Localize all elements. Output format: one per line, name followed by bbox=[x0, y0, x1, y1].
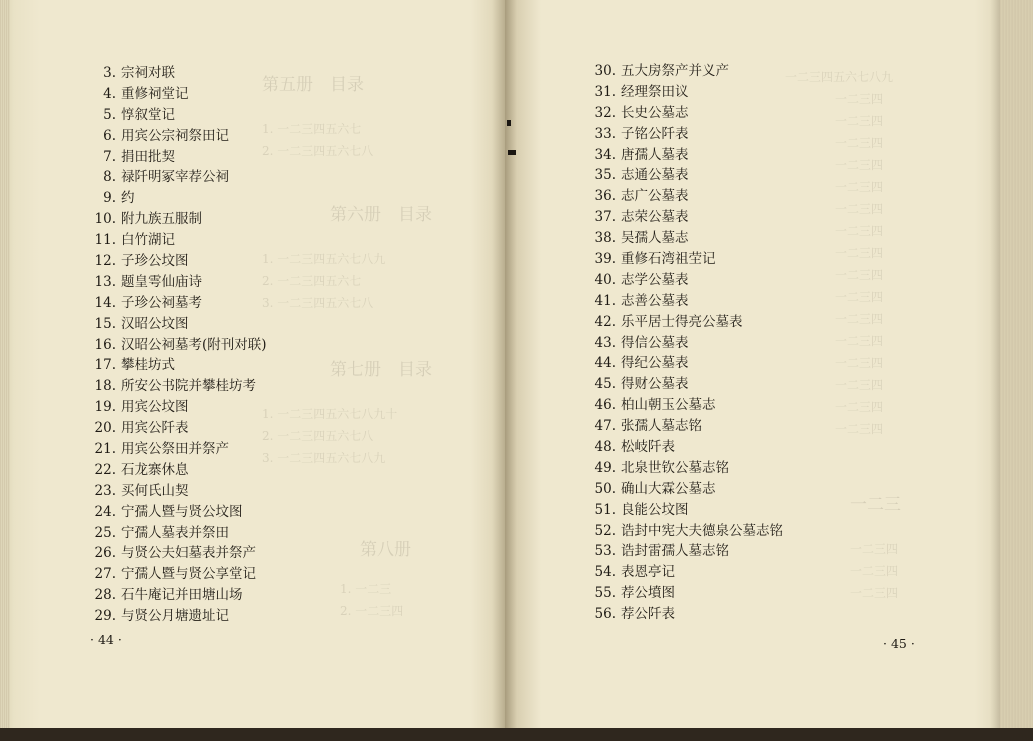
show-through-text: 一二三四 bbox=[835, 136, 884, 150]
entry-number: 46. bbox=[594, 397, 616, 414]
entry-title: 松岐阡表 bbox=[621, 439, 675, 456]
entry-number: 45. bbox=[594, 376, 616, 393]
list-item bbox=[575, 583, 783, 604]
list-item bbox=[80, 502, 267, 523]
entry-number: 8. bbox=[103, 169, 116, 186]
background-strip bbox=[0, 728, 1033, 741]
entry-number: 3. bbox=[103, 65, 116, 81]
list-item bbox=[80, 147, 267, 168]
entry-number: 53. bbox=[594, 543, 616, 560]
show-through-text: 第六册 目录 bbox=[330, 205, 432, 225]
entry-title: 北泉世钦公墓志铭 bbox=[621, 459, 729, 476]
entry-number: 48. bbox=[594, 439, 616, 456]
list-item bbox=[80, 105, 267, 126]
show-through-text: 一二三四 bbox=[835, 422, 884, 436]
entry-title: 得信公墓表 bbox=[621, 334, 689, 351]
entry-number: 15. bbox=[94, 315, 116, 332]
list-item bbox=[80, 272, 267, 293]
entry-title: 用宾公祭田并祭产 bbox=[121, 441, 229, 458]
list-item bbox=[80, 418, 267, 439]
entry-number: 9. bbox=[103, 190, 116, 207]
entry-title: 吴孺人墓志 bbox=[621, 230, 689, 247]
entry-title: 志广公墓表 bbox=[621, 188, 689, 205]
entry-number: 38. bbox=[594, 230, 616, 247]
entry-title: 志善公墓表 bbox=[621, 292, 689, 309]
list-item bbox=[80, 335, 267, 356]
show-through-text: 1. 一二三 bbox=[340, 582, 392, 596]
entry-number: 22. bbox=[94, 461, 116, 478]
page-number-left: · 44 · bbox=[90, 632, 122, 647]
list-item bbox=[575, 61, 783, 82]
list-item bbox=[575, 291, 783, 312]
entry-number: 5. bbox=[103, 106, 116, 123]
list-item bbox=[80, 63, 267, 84]
list-item bbox=[80, 460, 267, 481]
right-contents-list bbox=[575, 61, 783, 625]
entry-number: 39. bbox=[594, 251, 616, 268]
entry-title: 重修石湾祖茔记 bbox=[621, 251, 716, 268]
show-through-text: 2. 一二三四 bbox=[340, 604, 404, 618]
list-item bbox=[80, 167, 267, 188]
entry-number: 18. bbox=[94, 378, 116, 395]
entry-title: 确山大霖公墓志 bbox=[621, 480, 716, 497]
left-contents-list bbox=[80, 63, 267, 627]
entry-number: 42. bbox=[594, 313, 616, 330]
entry-number: 56. bbox=[594, 606, 616, 623]
list-item bbox=[80, 230, 267, 251]
entry-title: 惇叙堂记 bbox=[121, 106, 175, 123]
list-item bbox=[575, 541, 783, 562]
list-item bbox=[80, 397, 267, 418]
entry-title: 汉昭公坟图 bbox=[121, 315, 189, 332]
list-item bbox=[575, 165, 783, 186]
list-item bbox=[575, 521, 783, 542]
entry-title: 唐孺人墓表 bbox=[621, 146, 689, 163]
entry-number: 16. bbox=[94, 336, 116, 353]
entry-title: 子铭公阡表 bbox=[621, 125, 689, 142]
list-item bbox=[80, 585, 267, 606]
entry-number: 31. bbox=[594, 83, 616, 100]
entry-title: 长史公墓志 bbox=[621, 104, 689, 121]
show-through-text: 2. 一二三四五六七八 bbox=[262, 144, 374, 158]
show-through-text: 1. 一二三四五六七八九 bbox=[262, 252, 386, 266]
list-item bbox=[575, 82, 783, 103]
list-item bbox=[575, 145, 783, 166]
list-item bbox=[80, 293, 267, 314]
entry-title: 约 bbox=[121, 190, 135, 207]
show-through-text: 一二三四 bbox=[835, 312, 884, 326]
entry-title: 与贤公月塘遗址记 bbox=[121, 608, 229, 625]
entry-title: 乐平居士得亮公墓表 bbox=[621, 313, 743, 330]
show-through-text: 一二三四 bbox=[835, 378, 884, 392]
list-item bbox=[80, 523, 267, 544]
show-through-text: 一二三四 bbox=[835, 400, 884, 414]
entry-number: 25. bbox=[94, 524, 116, 541]
entry-number: 24. bbox=[94, 503, 116, 520]
entry-number: 36. bbox=[594, 188, 616, 205]
entry-title: 良能公坟图 bbox=[621, 501, 689, 518]
entry-number: 40. bbox=[594, 271, 616, 288]
list-item bbox=[575, 249, 783, 270]
entry-number: 4. bbox=[103, 85, 116, 102]
page-block-edge bbox=[1000, 0, 1033, 741]
entry-title: 志荣公墓表 bbox=[621, 209, 689, 226]
show-through-text: 一二三四 bbox=[835, 158, 884, 172]
show-through-text: 一二三四 bbox=[835, 180, 884, 194]
show-through-text: 一二三四 bbox=[835, 224, 884, 238]
list-item bbox=[80, 188, 267, 209]
list-item bbox=[575, 416, 783, 437]
entry-title: 宗祠对联 bbox=[121, 65, 175, 81]
list-item bbox=[80, 314, 267, 335]
entry-number: 41. bbox=[594, 292, 616, 309]
list-item bbox=[80, 376, 267, 397]
entry-title: 攀桂坊式 bbox=[121, 357, 175, 374]
left-page-edge bbox=[0, 0, 10, 741]
list-item bbox=[80, 209, 267, 230]
entry-number: 37. bbox=[594, 209, 616, 226]
entry-number: 35. bbox=[594, 167, 616, 184]
entry-title: 所安公书院并攀桂坊考 bbox=[121, 378, 256, 395]
show-through-text: 1. 一二三四五六七 bbox=[262, 122, 362, 136]
list-item bbox=[575, 500, 783, 521]
list-item bbox=[575, 458, 783, 479]
entry-title: 石牛庵记并田塘山场 bbox=[121, 587, 243, 604]
entry-number: 51. bbox=[594, 501, 616, 518]
entry-title: 五大房祭产并义产 bbox=[621, 63, 729, 79]
show-through-text: 一二三四 bbox=[835, 202, 884, 216]
entry-number: 32. bbox=[594, 104, 616, 121]
page-number-right: · 45 · bbox=[883, 636, 915, 651]
entry-number: 13. bbox=[94, 273, 116, 290]
entry-title: 荐公墳图 bbox=[621, 585, 675, 602]
entry-number: 30. bbox=[594, 63, 616, 79]
list-item bbox=[80, 355, 267, 376]
entry-title: 用宾公坟图 bbox=[121, 399, 189, 416]
entry-title: 与贤公夫妇墓表并祭产 bbox=[121, 545, 256, 562]
entry-number: 20. bbox=[94, 420, 116, 437]
entry-title: 捐田批契 bbox=[121, 148, 175, 165]
show-through-text: 一二三四 bbox=[835, 114, 884, 128]
list-item bbox=[575, 270, 783, 291]
entry-number: 49. bbox=[594, 459, 616, 476]
entry-title: 表恩亭记 bbox=[621, 564, 675, 581]
list-item bbox=[575, 312, 783, 333]
entry-number: 52. bbox=[594, 522, 616, 539]
entry-number: 23. bbox=[94, 482, 116, 499]
entry-title: 宁孺人暨与贤公享堂记 bbox=[121, 566, 256, 583]
entry-title: 附九族五服制 bbox=[121, 211, 202, 228]
list-item bbox=[575, 228, 783, 249]
show-through-text: 第八册 bbox=[360, 540, 411, 560]
entry-title: 汉昭公祠墓考(附刊对联) bbox=[121, 336, 267, 353]
right-page bbox=[505, 0, 1005, 741]
list-item bbox=[575, 124, 783, 145]
list-item bbox=[80, 543, 267, 564]
entry-title: 张孺人墓志铭 bbox=[621, 418, 702, 435]
show-through-text: 一二三四 bbox=[835, 290, 884, 304]
entry-title: 志学公墓表 bbox=[621, 271, 689, 288]
entry-number: 47. bbox=[594, 418, 616, 435]
entry-number: 11. bbox=[94, 232, 116, 249]
entry-title: 荐公阡表 bbox=[621, 606, 675, 623]
entry-title: 白竹湖记 bbox=[121, 232, 175, 249]
show-through-text: 第五册 目录 bbox=[262, 75, 364, 95]
entry-title: 得纪公墓表 bbox=[621, 355, 689, 372]
entry-title: 得财公墓表 bbox=[621, 376, 689, 393]
list-item bbox=[575, 186, 783, 207]
show-through-text: 1. 一二三四五六七八九十 bbox=[262, 407, 398, 421]
show-through-text: 3. 一二三四五六七八九 bbox=[262, 451, 386, 465]
entry-title: 重修祠堂记 bbox=[121, 85, 189, 102]
show-through-text: 一二三四 bbox=[835, 356, 884, 370]
entry-number: 10. bbox=[94, 211, 116, 228]
show-through-text: 一二三四 bbox=[835, 246, 884, 260]
entry-title: 宁孺人墓表并祭田 bbox=[121, 524, 229, 541]
list-item bbox=[575, 395, 783, 416]
list-item bbox=[575, 604, 783, 625]
entry-number: 54. bbox=[594, 564, 616, 581]
show-through-text: 一二三四 bbox=[835, 268, 884, 282]
show-through-text: 一二三四五六七八九 bbox=[785, 70, 894, 84]
entry-number: 34. bbox=[594, 146, 616, 163]
entry-title: 柏山朝玉公墓志 bbox=[621, 397, 716, 414]
entry-number: 12. bbox=[94, 253, 116, 270]
list-item bbox=[80, 251, 267, 272]
list-item bbox=[80, 606, 267, 627]
show-through-text: 2. 一二三四五六七 bbox=[262, 274, 362, 288]
entry-number: 7. bbox=[103, 148, 116, 165]
show-through-text: 一二三四 bbox=[835, 334, 884, 348]
list-item bbox=[575, 479, 783, 500]
show-through-text: 一二三四 bbox=[850, 542, 899, 556]
left-page bbox=[0, 0, 505, 741]
entry-number: 26. bbox=[94, 545, 116, 562]
list-item bbox=[80, 84, 267, 105]
entry-number: 44. bbox=[594, 355, 616, 372]
entry-number: 33. bbox=[594, 125, 616, 142]
list-item bbox=[575, 207, 783, 228]
list-item bbox=[575, 562, 783, 583]
entry-title: 诰封雷孺人墓志铭 bbox=[621, 543, 729, 560]
list-item bbox=[80, 481, 267, 502]
entry-number: 14. bbox=[94, 294, 116, 311]
entry-number: 29. bbox=[94, 608, 116, 625]
list-item bbox=[80, 439, 267, 460]
list-item bbox=[80, 564, 267, 585]
entry-title: 诰封中宪大夫德泉公墓志铭 bbox=[621, 522, 783, 539]
show-through-text: 第七册 目录 bbox=[330, 360, 432, 380]
list-item bbox=[575, 103, 783, 124]
entry-title: 用宾公阡表 bbox=[121, 420, 189, 437]
ink-mark bbox=[507, 120, 511, 126]
show-through-text: 一二三四 bbox=[850, 586, 899, 600]
show-through-text: 一二三四 bbox=[850, 564, 899, 578]
entry-title: 禄阡明冢宰荐公祠 bbox=[121, 169, 229, 186]
entry-title: 用宾公宗祠祭田记 bbox=[121, 127, 229, 144]
entry-number: 21. bbox=[94, 441, 116, 458]
list-item bbox=[575, 353, 783, 374]
entry-title: 子珍公坟图 bbox=[121, 253, 189, 270]
show-through-text: 一二三 bbox=[850, 495, 901, 515]
entry-number: 19. bbox=[94, 399, 116, 416]
show-through-text: 2. 一二三四五六七八 bbox=[262, 429, 374, 443]
list-item bbox=[575, 333, 783, 354]
list-item bbox=[575, 374, 783, 395]
entry-number: 27. bbox=[94, 566, 116, 583]
show-through-text: 一二三四 bbox=[835, 92, 884, 106]
entry-title: 志通公墓表 bbox=[621, 167, 689, 184]
entry-number: 55. bbox=[594, 585, 616, 602]
entry-number: 28. bbox=[94, 587, 116, 604]
entry-title: 题皇雩仙庙诗 bbox=[121, 273, 202, 290]
entry-number: 50. bbox=[594, 480, 616, 497]
list-item bbox=[80, 126, 267, 147]
entry-title: 宁孺人暨与贤公坟图 bbox=[121, 503, 243, 520]
entry-number: 6. bbox=[103, 127, 116, 144]
list-item bbox=[575, 437, 783, 458]
entry-number: 17. bbox=[94, 357, 116, 374]
entry-title: 经理祭田议 bbox=[621, 83, 689, 100]
entry-number: 43. bbox=[594, 334, 616, 351]
entry-title: 石龙寨休息 bbox=[121, 461, 189, 478]
entry-title: 买何氏山契 bbox=[121, 482, 189, 499]
ink-mark bbox=[508, 150, 516, 155]
show-through-text: 3. 一二三四五六七八 bbox=[262, 296, 374, 310]
entry-title: 子珍公祠墓考 bbox=[121, 294, 202, 311]
